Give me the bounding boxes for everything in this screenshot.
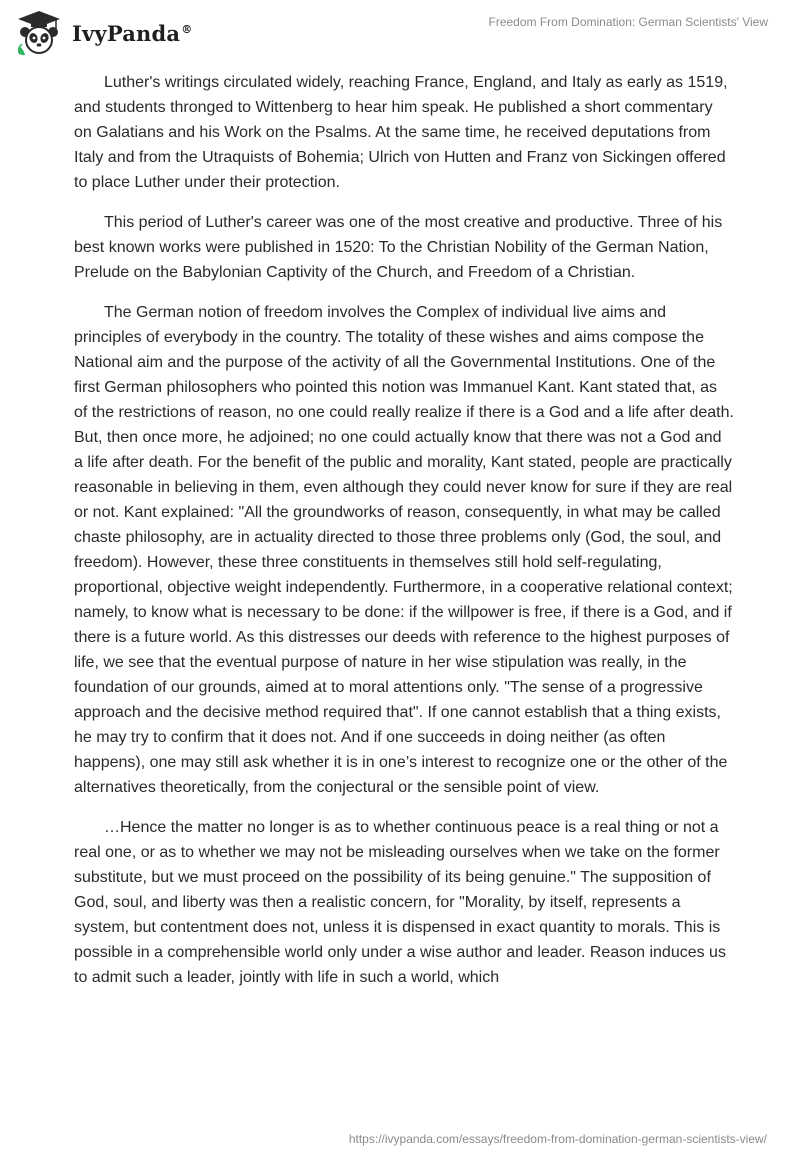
paragraph: This period of Luther's career was one of the most creative and productive. Three of his best known works were published in 1520: To the Christian Nobility of the German Nation, Prelude on the Babylonian Captivity of the Church, and Freedom of a Christian. <box>74 214 723 281</box>
registered-mark: ® <box>181 22 193 36</box>
page-header <box>0 0 800 70</box>
source-url-link[interactable]: https://ivypanda.com/essays/freedom-from-domination-german-scientists-view/ <box>348 1132 767 1146</box>
essay-body <box>74 70 734 1005</box>
brand-name: IvyPanda® <box>72 20 193 46</box>
paragraph: Luther's writings circulated widely, reaching France, England, and Italy as early as 1519, and students thronged to Wittenberg to hear him speak. He published a short commentary on Galatians and his Work on the Psalms. At the same time, he received deputations from Italy and from the Utraquists of Bohemia; Ulrich von Hutten and Franz von Sickingen offered to place Luther under their protection. <box>74 74 728 191</box>
panda-graduate-logo-icon <box>14 8 64 58</box>
paragraph: The German notion of freedom involves the Complex of individual live aims and principles of everybody in the country. The totality of these wishes and aims compose the National aim and the purpose of the activity of all the Governmental Institutions. One of the first German philosophers who pointed this notion was Immanuel Kant. Kant stated that, as of the restrictions of reason, no one could really realize if there is a God and a life after death. But, then once more, he adjoined; no one could actually know that there was not a God and a life after death. For the benefit of the public and morality, Kant stated, people are practically reasonable in believing in them, even although they could never know for sure if they are real or not. Kant explained: "All the groundworks of reason, consequently, in what may be called chaste philosophy, are in actuality directed to those three problems only (God, the soul, and freedom). However, these three constituents in themselves still hold self-regulating, proportional, objective weight independently. Furthermore, in a cooperative relational context; namely, to know what is necessary to be done: if the willpower is free, if there is a God, and if there is a future world. As this distresses our deeds with reference to the highest purposes of life, we see that the eventual purpose of nature in her wise stipulation was really, in the foundation of our grounds, aimed at to moral attentions only. "The sense of a progressive approach and the decisive method required that". If one cannot establish that a thing exists, he may try to confirm that it does not. And if one succeeds in doing neither (as often happens), one may still ask whether it is in one’s interest to recognize one or the other of the alternatives theoretically, from the conjectural or the sensible point of view. <box>74 304 734 796</box>
paragraph: …Hence the matter no longer is as to whether continuous peace is a real thing or not a real one, or as to whether we may not be misleading ourselves when we take on the former substitute, but we must proceed on the possibility of its being genuine." The supposition of God, soul, and liberty was then a realistic concern, for "Morality, by itself, represents a system, but contentment does not, unless it is dispensed in exact quantity to morals. This is possible in a comprehensible world only under a wise author and leader. Reason induces us to admit such a leader, jointly with life in such a world, which <box>74 819 726 986</box>
document-title: Freedom From Domination: German Scientists' View <box>488 15 768 29</box>
brand-logo[interactable] <box>14 8 192 58</box>
